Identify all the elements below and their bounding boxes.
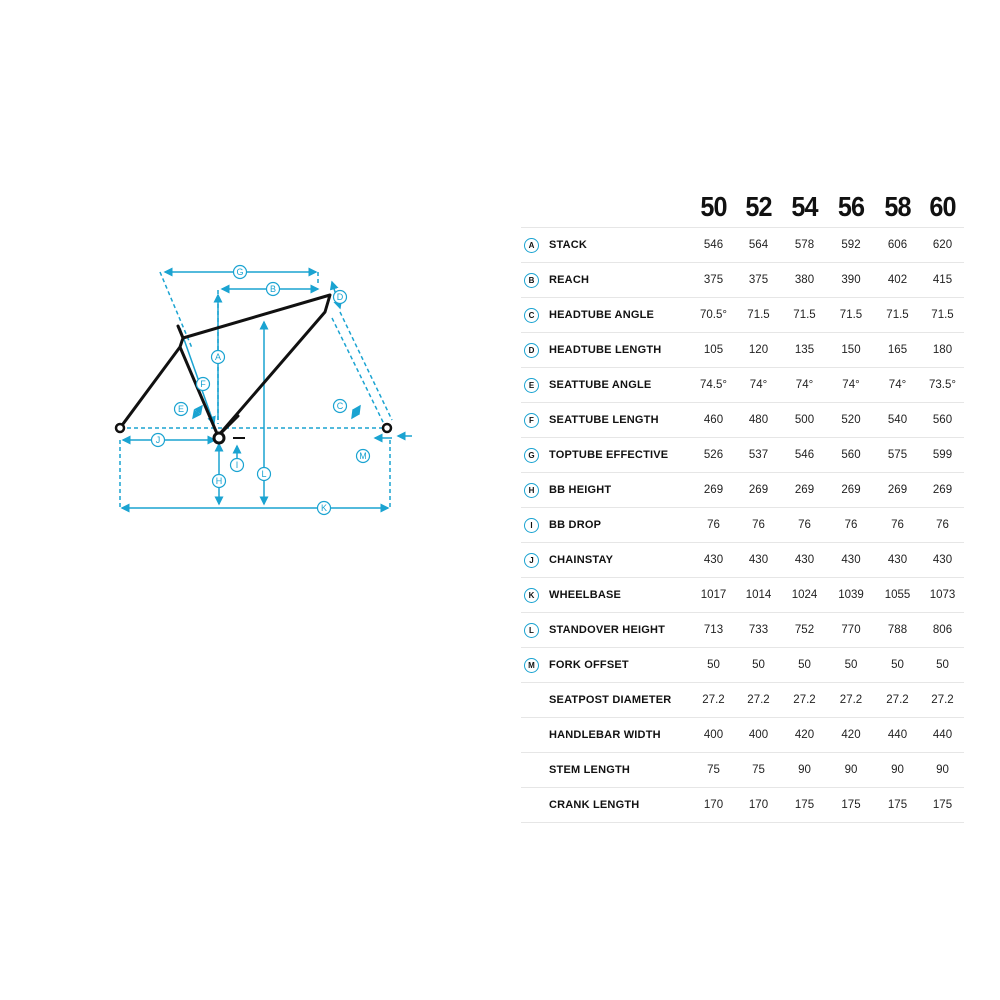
row-value: 560 bbox=[921, 403, 964, 438]
row-value: 400 bbox=[736, 718, 781, 753]
row-value: 76 bbox=[874, 508, 921, 543]
row-value: 575 bbox=[874, 438, 921, 473]
row-value: 713 bbox=[691, 613, 736, 648]
row-value: 400 bbox=[691, 718, 736, 753]
row-value: 75 bbox=[736, 753, 781, 788]
row-value: 90 bbox=[828, 753, 874, 788]
row-value: 430 bbox=[921, 543, 964, 578]
fork-offset-ref bbox=[340, 312, 392, 420]
diagram-label-c: C bbox=[336, 401, 344, 411]
row-value: 75 bbox=[691, 753, 736, 788]
row-value: 560 bbox=[828, 438, 874, 473]
row-key-badge: C bbox=[524, 308, 539, 323]
row-value: 50 bbox=[874, 648, 921, 683]
row-name: CHAINSTAY bbox=[549, 543, 691, 578]
row-value: 73.5° bbox=[921, 368, 964, 403]
diagram-label-m: M bbox=[359, 451, 367, 461]
bottom-bracket-dot bbox=[214, 433, 224, 443]
row-name: HEADTUBE ANGLE bbox=[549, 298, 691, 333]
row-key-badge: A bbox=[524, 238, 539, 253]
diagram-label-h: H bbox=[215, 476, 223, 486]
row-value: 76 bbox=[828, 508, 874, 543]
row-value: 1039 bbox=[828, 578, 874, 613]
row-value: 430 bbox=[736, 543, 781, 578]
table-row bbox=[521, 298, 964, 333]
row-value: 733 bbox=[736, 613, 781, 648]
row-value: 520 bbox=[828, 403, 874, 438]
row-value: 460 bbox=[691, 403, 736, 438]
row-value: 1014 bbox=[736, 578, 781, 613]
row-value: 500 bbox=[781, 403, 828, 438]
row-value: 430 bbox=[828, 543, 874, 578]
row-value: 1055 bbox=[874, 578, 921, 613]
angle-c-arrow bbox=[352, 406, 360, 418]
diagram-label-e: E bbox=[177, 404, 185, 414]
row-value: 537 bbox=[736, 438, 781, 473]
table-row bbox=[521, 718, 964, 753]
row-value: 1073 bbox=[921, 578, 964, 613]
row-value: 175 bbox=[921, 788, 964, 823]
row-value: 375 bbox=[691, 263, 736, 298]
row-value: 269 bbox=[691, 473, 736, 508]
row-value: 1024 bbox=[781, 578, 828, 613]
row-value: 269 bbox=[781, 473, 828, 508]
row-value: 71.5 bbox=[828, 298, 874, 333]
row-value: 50 bbox=[736, 648, 781, 683]
row-value: 76 bbox=[781, 508, 828, 543]
row-value: 175 bbox=[828, 788, 874, 823]
row-value: 71.5 bbox=[781, 298, 828, 333]
row-key-badge: H bbox=[524, 483, 539, 498]
row-value: 430 bbox=[781, 543, 828, 578]
row-name: WHEELBASE bbox=[549, 578, 691, 613]
row-value: 74° bbox=[874, 368, 921, 403]
row-value: 788 bbox=[874, 613, 921, 648]
row-value: 606 bbox=[874, 228, 921, 263]
row-value: 50 bbox=[921, 648, 964, 683]
row-value: 74.5° bbox=[691, 368, 736, 403]
row-value: 269 bbox=[828, 473, 874, 508]
row-value: 71.5 bbox=[921, 298, 964, 333]
row-value: 564 bbox=[736, 228, 781, 263]
row-key-badge: M bbox=[524, 658, 539, 673]
row-value: 390 bbox=[828, 263, 874, 298]
row-value: 402 bbox=[874, 263, 921, 298]
angle-e-arrow bbox=[193, 406, 202, 418]
table-row bbox=[521, 263, 964, 298]
row-value: 526 bbox=[691, 438, 736, 473]
row-value: 375 bbox=[736, 263, 781, 298]
diagram-label-k: K bbox=[320, 503, 328, 513]
row-value: 27.2 bbox=[781, 683, 828, 718]
row-value: 90 bbox=[781, 753, 828, 788]
row-value: 71.5 bbox=[736, 298, 781, 333]
row-name: SEATPOST DIAMETER bbox=[549, 683, 691, 718]
row-value: 420 bbox=[781, 718, 828, 753]
diagram-label-j: J bbox=[155, 435, 161, 445]
row-key-badge: B bbox=[524, 273, 539, 288]
row-value: 70.5° bbox=[691, 298, 736, 333]
row-key-badge: J bbox=[524, 553, 539, 568]
size-header: 50 bbox=[700, 191, 727, 222]
diagram-label-l: L bbox=[261, 469, 267, 479]
row-key-badge: I bbox=[524, 518, 539, 533]
row-name: BB HEIGHT bbox=[549, 473, 691, 508]
diagram-label-b: B bbox=[269, 284, 277, 294]
table-row bbox=[521, 788, 964, 823]
row-value: 546 bbox=[781, 438, 828, 473]
table-row bbox=[521, 368, 964, 403]
table-row bbox=[521, 333, 964, 368]
row-key-badge: D bbox=[524, 343, 539, 358]
row-value: 440 bbox=[921, 718, 964, 753]
table-row bbox=[521, 753, 964, 788]
row-value: 105 bbox=[691, 333, 736, 368]
row-value: 620 bbox=[921, 228, 964, 263]
size-header-row bbox=[521, 187, 964, 228]
row-value: 27.2 bbox=[691, 683, 736, 718]
row-name: REACH bbox=[549, 263, 691, 298]
row-value: 578 bbox=[781, 228, 828, 263]
row-value: 269 bbox=[921, 473, 964, 508]
row-name: HANDLEBAR WIDTH bbox=[549, 718, 691, 753]
table-row bbox=[521, 683, 964, 718]
row-value: 380 bbox=[781, 263, 828, 298]
row-value: 150 bbox=[828, 333, 874, 368]
front-axle-dot bbox=[383, 424, 391, 432]
row-value: 165 bbox=[874, 333, 921, 368]
row-value: 1017 bbox=[691, 578, 736, 613]
row-name: CRANK LENGTH bbox=[549, 788, 691, 823]
table-row bbox=[521, 508, 964, 543]
row-value: 599 bbox=[921, 438, 964, 473]
row-value: 71.5 bbox=[874, 298, 921, 333]
table-row bbox=[521, 613, 964, 648]
row-value: 420 bbox=[828, 718, 874, 753]
row-value: 76 bbox=[921, 508, 964, 543]
row-value: 90 bbox=[874, 753, 921, 788]
row-name: SEATTUBE LENGTH bbox=[549, 403, 691, 438]
size-header: 56 bbox=[837, 191, 865, 222]
row-key-badge: E bbox=[524, 378, 539, 393]
row-value: 27.2 bbox=[874, 683, 921, 718]
row-value: 74° bbox=[781, 368, 828, 403]
table-row bbox=[521, 438, 964, 473]
row-name: SEATTUBE ANGLE bbox=[549, 368, 691, 403]
bike-frame bbox=[120, 295, 330, 436]
row-value: 74° bbox=[828, 368, 874, 403]
row-key-badge: L bbox=[524, 623, 539, 638]
row-value: 170 bbox=[736, 788, 781, 823]
row-value: 806 bbox=[921, 613, 964, 648]
row-value: 175 bbox=[781, 788, 828, 823]
row-value: 27.2 bbox=[828, 683, 874, 718]
row-value: 269 bbox=[736, 473, 781, 508]
row-value: 27.2 bbox=[921, 683, 964, 718]
row-value: 480 bbox=[736, 403, 781, 438]
row-value: 27.2 bbox=[736, 683, 781, 718]
row-value: 135 bbox=[781, 333, 828, 368]
row-key-badge: K bbox=[524, 588, 539, 603]
row-value: 269 bbox=[874, 473, 921, 508]
table-row bbox=[521, 473, 964, 508]
table-row bbox=[521, 543, 964, 578]
row-value: 76 bbox=[691, 508, 736, 543]
row-key-badge: F bbox=[524, 413, 539, 428]
size-header: 58 bbox=[884, 191, 911, 222]
row-name: FORK OFFSET bbox=[549, 648, 691, 683]
row-value: 770 bbox=[828, 613, 874, 648]
size-header: 52 bbox=[745, 191, 772, 222]
size-header: 54 bbox=[791, 191, 818, 222]
row-name: STEM LENGTH bbox=[549, 753, 691, 788]
row-value: 752 bbox=[781, 613, 828, 648]
frame-geometry-diagram bbox=[100, 255, 430, 530]
row-value: 180 bbox=[921, 333, 964, 368]
table-row bbox=[521, 578, 964, 613]
rear-axle-dot bbox=[116, 424, 124, 432]
geometry-table bbox=[521, 187, 964, 823]
geometry-table-body bbox=[521, 228, 964, 823]
size-header: 60 bbox=[929, 191, 956, 222]
row-value: 50 bbox=[691, 648, 736, 683]
row-value: 76 bbox=[736, 508, 781, 543]
row-value: 430 bbox=[874, 543, 921, 578]
row-value: 50 bbox=[828, 648, 874, 683]
row-name: BB DROP bbox=[549, 508, 691, 543]
row-value: 50 bbox=[781, 648, 828, 683]
row-value: 546 bbox=[691, 228, 736, 263]
diagram-label-f: F bbox=[200, 379, 206, 389]
row-name: STANDOVER HEIGHT bbox=[549, 613, 691, 648]
diagram-label-i: I bbox=[235, 460, 239, 470]
row-value: 440 bbox=[874, 718, 921, 753]
row-name: TOPTUBE EFFECTIVE bbox=[549, 438, 691, 473]
row-value: 90 bbox=[921, 753, 964, 788]
row-value: 170 bbox=[691, 788, 736, 823]
row-value: 592 bbox=[828, 228, 874, 263]
row-value: 120 bbox=[736, 333, 781, 368]
diagram-label-d: D bbox=[336, 292, 344, 302]
diagram-label-a: A bbox=[214, 352, 222, 362]
row-value: 430 bbox=[691, 543, 736, 578]
row-value: 74° bbox=[736, 368, 781, 403]
diagram-label-g: G bbox=[236, 267, 244, 277]
row-value: 415 bbox=[921, 263, 964, 298]
row-value: 175 bbox=[874, 788, 921, 823]
row-value: 540 bbox=[874, 403, 921, 438]
row-name: STACK bbox=[549, 228, 691, 263]
row-name: HEADTUBE LENGTH bbox=[549, 333, 691, 368]
table-row bbox=[521, 228, 964, 263]
table-row bbox=[521, 403, 964, 438]
table-row bbox=[521, 648, 964, 683]
row-key-badge: G bbox=[524, 448, 539, 463]
